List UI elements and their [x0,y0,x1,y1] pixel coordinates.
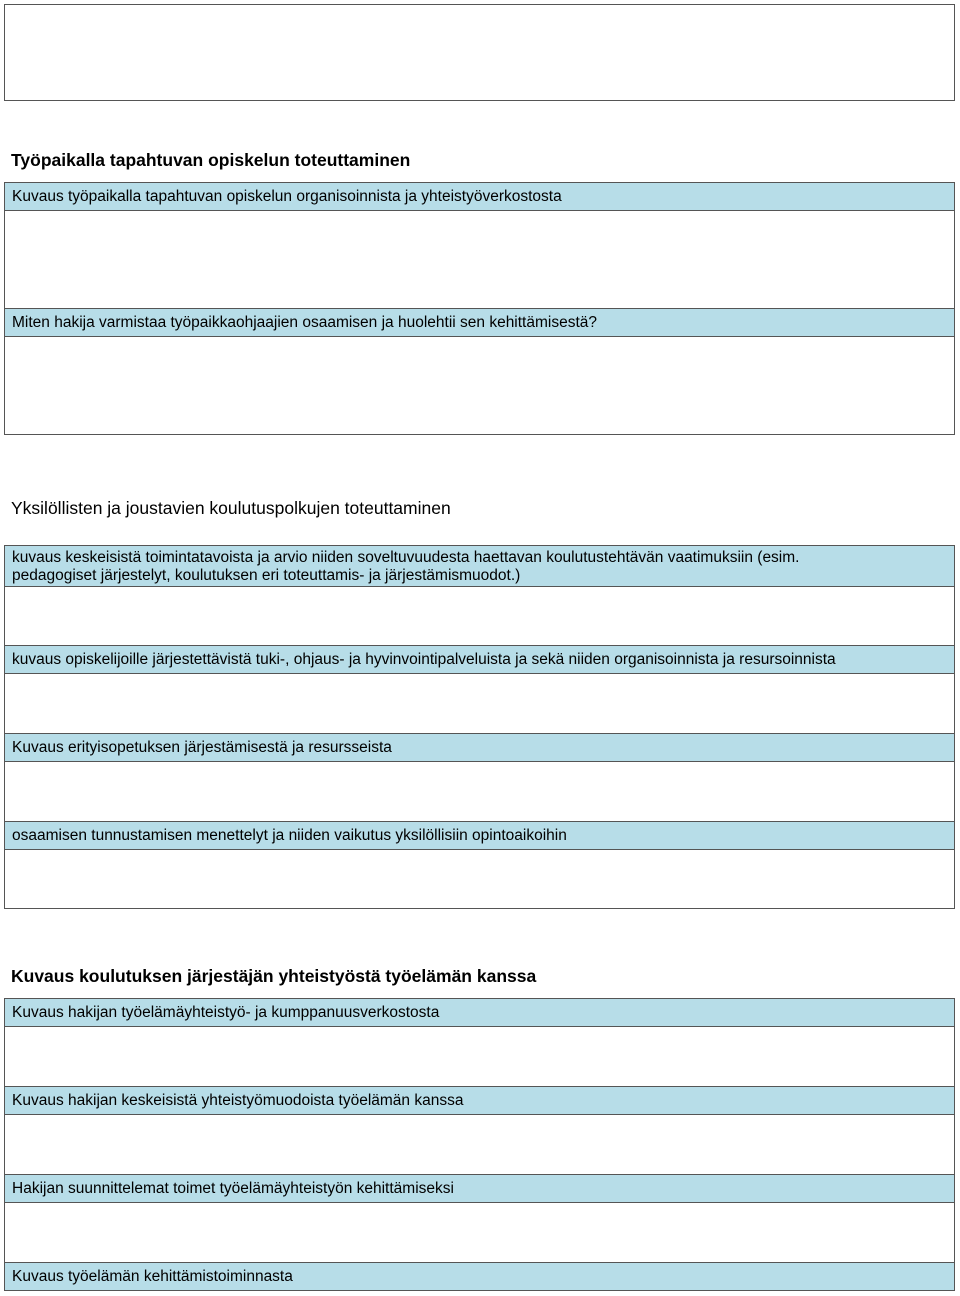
question-label: Kuvaus erityisopetuksen järjestämisestä ja resursseista [12,738,392,756]
section-title-working-life-cooperation: Kuvaus koulutuksen järjestäjän yhteistyöstä työelämän kanssa [11,966,537,986]
answer-box-recognition-of-competence[interactable] [4,849,955,909]
question-planned-actions [4,1174,955,1203]
answer-box-planned-actions[interactable] [4,1202,955,1263]
question-work-learning-organisation [4,182,955,211]
question-label: Kuvaus hakijan työelämäyhteistyö- ja kumppanuusverkostosta [12,1003,440,1021]
answer-box-operating-methods[interactable] [4,586,955,646]
question-development-activities [4,1262,955,1291]
section-title-individual-paths: Yksilöllisten ja joustavien koulutuspolkujen toteuttaminen [11,498,451,518]
question-label: kuvaus opiskelijoille järjestettävistä tuki-, ohjaus- ja hyvinvointipalveluista ja sekä niiden organisoinnista ja resursoinnista [12,650,836,668]
question-workplace-instructors [4,308,955,337]
question-label: Kuvaus työpaikalla tapahtuvan opiskelun organisoinnista ja yhteistyöverkostosta [12,187,562,205]
answer-box-workplace-instructors[interactable] [4,336,955,435]
answer-box-work-learning-organisation[interactable] [4,210,955,309]
question-cooperation-forms [4,1086,955,1115]
question-label: Miten hakija varmistaa työpaikkaohjaajien osaamisen ja huolehtii sen kehittämisestä? [12,313,598,331]
question-support-services [4,645,955,674]
question-special-education [4,733,955,762]
answer-box-cooperation-forms[interactable] [4,1114,955,1175]
question-label: Kuvaus hakijan keskeisistä yhteistyömuodoista työelämän kanssa [12,1091,464,1109]
question-label-line1: kuvaus keskeisistä toimintatavoista ja arvio niiden soveltuvuudesta haettavan koulutustehtävän vaatimuksiin (esim. [12,549,800,566]
answer-box-top[interactable] [4,4,955,101]
section-title-work-based-learning: Työpaikalla tapahtuvan opiskelun toteuttaminen [11,150,411,170]
question-label: Hakijan suunnittelemat toimet työelämäyhteistyön kehittämiseksi [12,1179,454,1197]
answer-box-support-services[interactable] [4,673,955,734]
answer-box-partnership-network[interactable] [4,1026,955,1087]
answer-box-special-education[interactable] [4,761,955,822]
question-label: Kuvaus työelämän kehittämistoiminnasta [12,1267,293,1285]
question-partnership-network [4,998,955,1027]
question-label-line2: pedagogiset järjestelyt, koulutuksen eri toteuttamis- ja järjestämismuodot.) [12,567,521,584]
question-recognition-of-competence [4,821,955,850]
question-label: osaamisen tunnustamisen menettelyt ja niiden vaikutus yksilöllisiin opintoaikoihin [12,826,567,844]
question-operating-methods [4,545,955,587]
